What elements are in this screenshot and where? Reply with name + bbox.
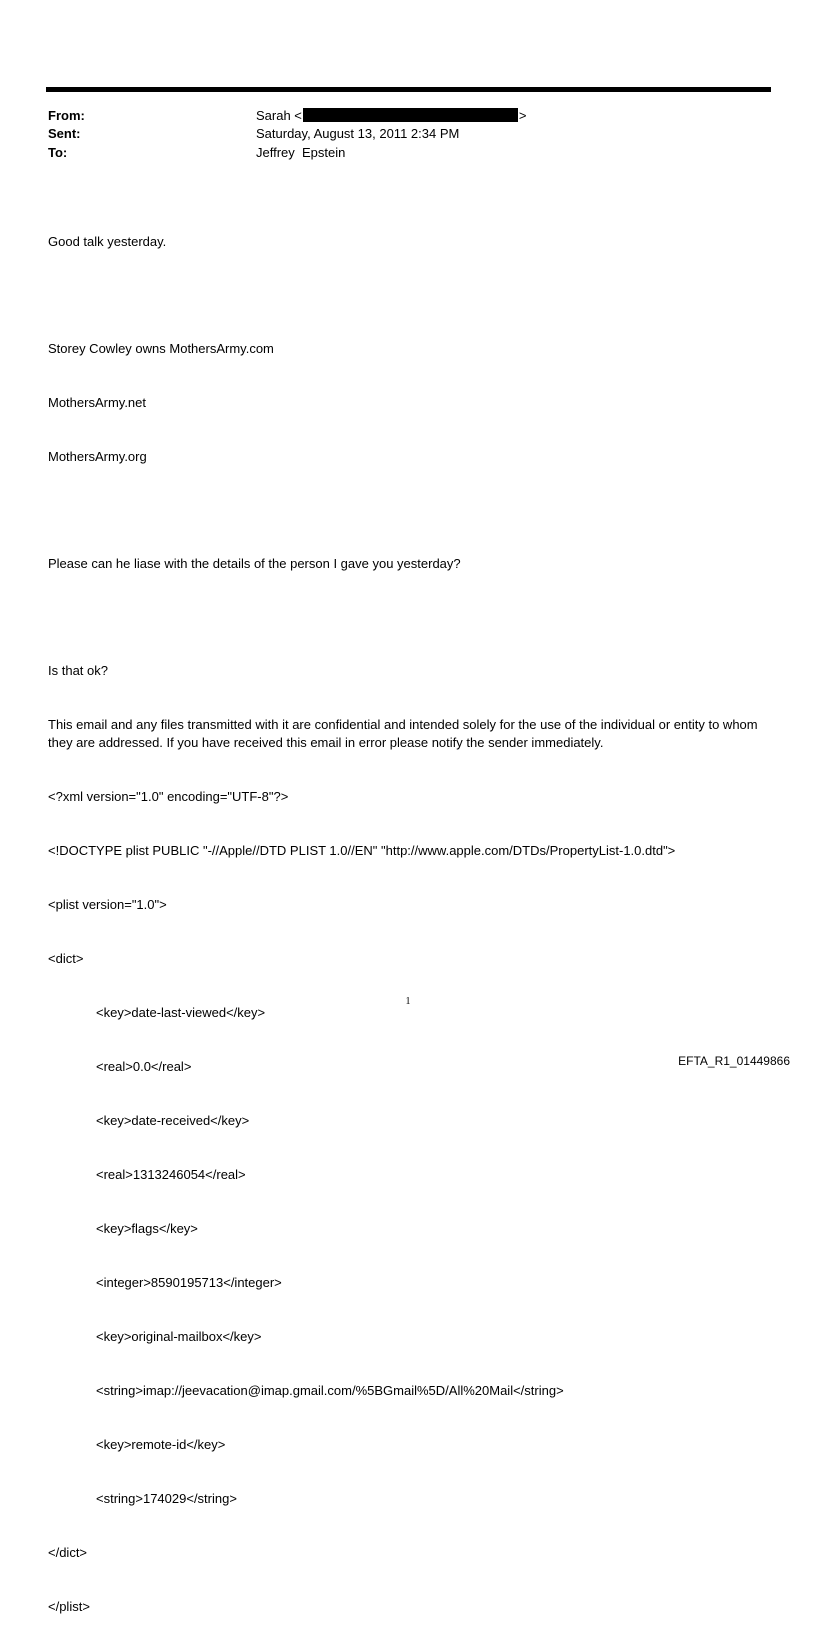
- dict-line: <key>date-last-viewed</key>: [96, 1005, 266, 1020]
- dict-line: <real>0.0</real>: [96, 1059, 192, 1074]
- dict-line: <real>1313246054</real>: [96, 1167, 246, 1182]
- email-body: [48, 197, 768, 1634]
- greeting: Good talk yesterday.: [48, 234, 167, 249]
- dict-line: <key>original-mailbox</key>: [96, 1329, 262, 1344]
- domain-line: MothersArmy.net: [48, 395, 147, 410]
- header-rule: [46, 87, 771, 92]
- to-value: Jeffrey Epstein: [256, 145, 346, 160]
- xml-line: <dict>: [48, 951, 84, 966]
- sent-label: Sent:: [48, 126, 81, 141]
- xml-line: <?xml version="1.0" encoding="UTF-8"?>: [48, 789, 289, 804]
- dict-line: <key>flags</key>: [96, 1221, 198, 1236]
- page-number: 1: [405, 996, 411, 1007]
- sent-value: Saturday, August 13, 2011 2:34 PM: [256, 126, 460, 141]
- from-close: >: [518, 108, 527, 123]
- redaction-block: [303, 108, 518, 122]
- dict-line: <key>remote-id</key>: [96, 1437, 226, 1452]
- xml-line: <plist version="1.0">: [48, 897, 167, 912]
- to-label: To:: [48, 145, 68, 160]
- document-id: EFTA_R1_01449866: [678, 1054, 790, 1068]
- domain-line: Storey Cowley owns MothersArmy.com: [48, 341, 274, 356]
- closing-line: </plist>: [48, 1599, 90, 1614]
- from-value: [256, 108, 527, 124]
- request-line: Please can he liase with the details of the person I gave you yesterday?: [48, 556, 461, 571]
- dict-line: <string>imap://jeevacation@imap.gmail.com/%5BGmail%5D/All%20Mail</string>: [96, 1383, 564, 1398]
- domain-line: MothersArmy.org: [48, 449, 147, 464]
- disclaimer: This email and any files transmitted with it are confidential and intended solely for the use of the individual or entity to whom they are addressed. If you have received this email in error please notify the sender immediately.: [48, 717, 762, 750]
- question-line: Is that ok?: [48, 663, 108, 678]
- closing-line: </dict>: [48, 1545, 88, 1560]
- from-label: From:: [48, 108, 85, 123]
- dict-line: <key>date-received</key>: [96, 1113, 250, 1128]
- xml-line: <!DOCTYPE plist PUBLIC "-//Apple//DTD PLIST 1.0//EN" "http://www.apple.com/DTDs/PropertyList-1.0.dtd">: [48, 843, 676, 858]
- from-name: Sarah <: [256, 108, 302, 123]
- dict-line: <string>174029</string>: [96, 1491, 237, 1506]
- dict-line: <integer>8590195713</integer>: [96, 1275, 282, 1290]
